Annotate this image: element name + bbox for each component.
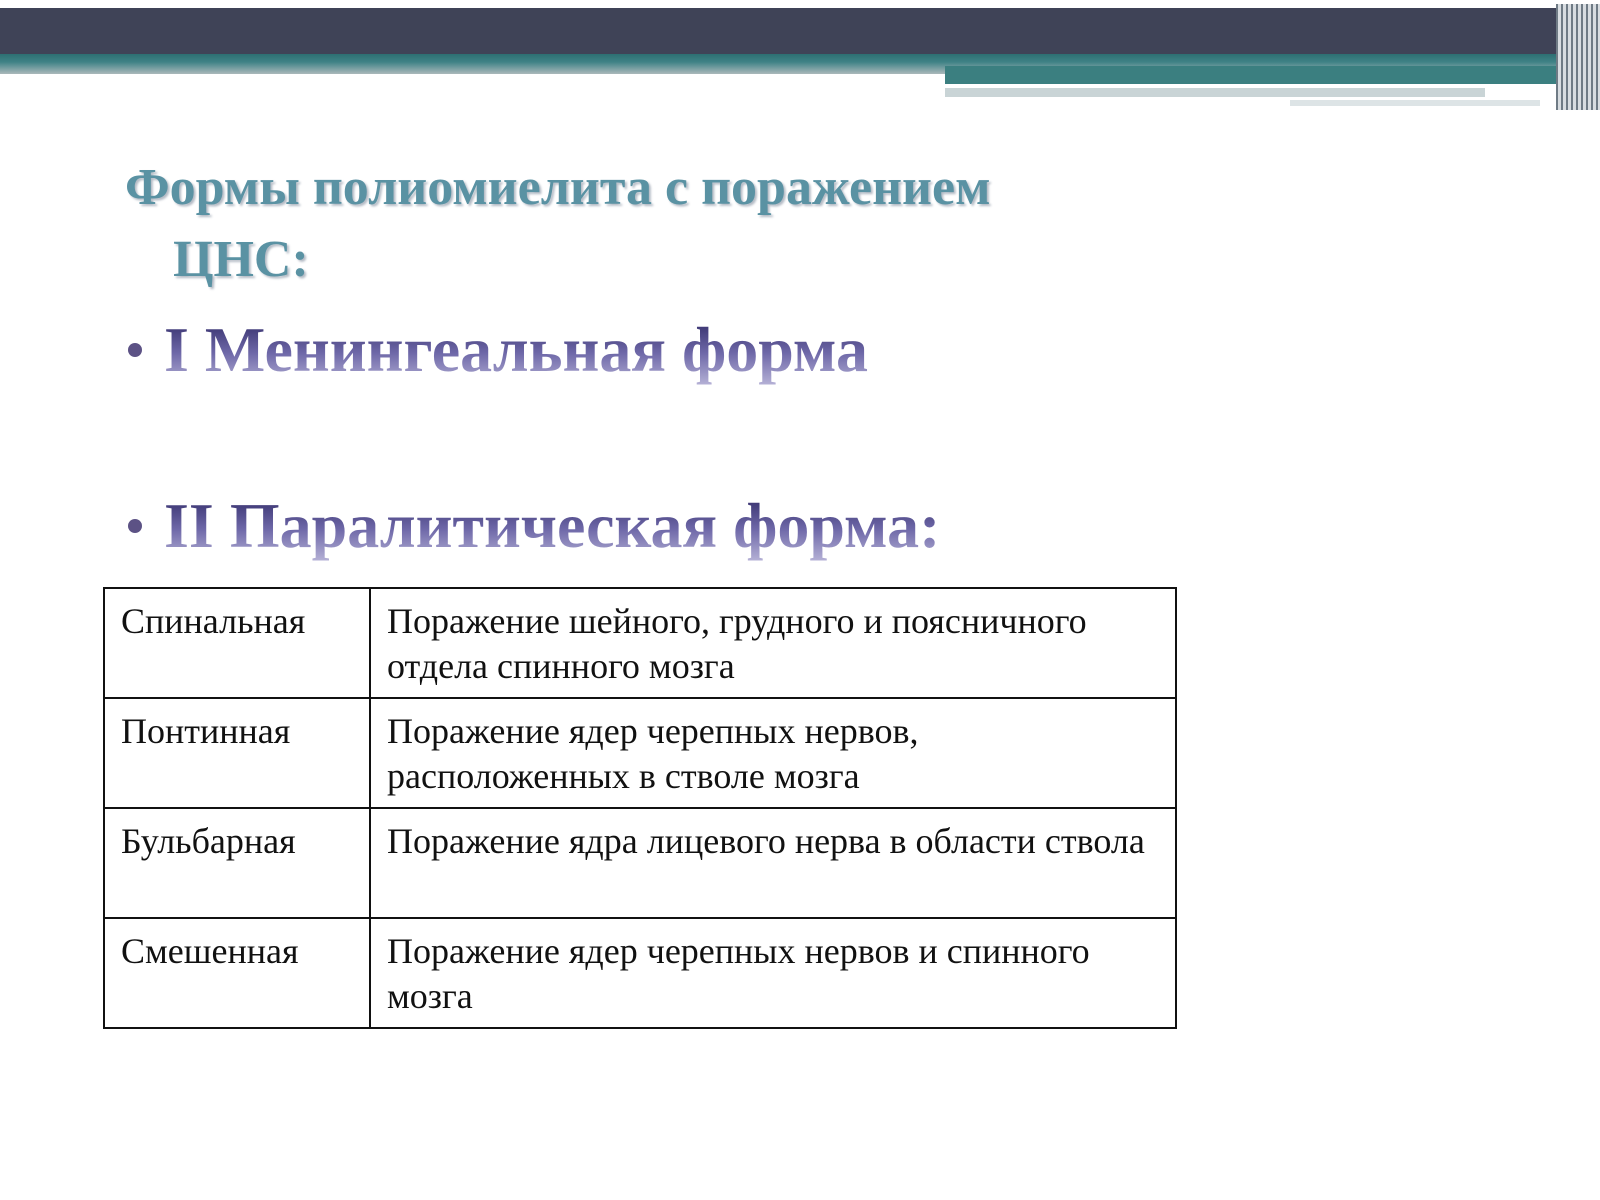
table-cell-form-name: Бульбарная	[104, 808, 370, 918]
header-vertical-lines	[1556, 4, 1600, 110]
slide-title-line-1: Формы полиомиелита с поражением	[125, 159, 991, 216]
table-cell-description: Поражение шейного, грудного и поясничного отдела спинного мозга	[370, 588, 1176, 698]
header-light-strip-2	[1290, 100, 1540, 106]
header-light-strip	[945, 88, 1485, 97]
table-cell-description: Поражение ядра лицевого нерва в области ствола	[370, 808, 1176, 918]
bullet-meningeal-text: I Менингеальная форма	[164, 314, 868, 385]
header-teal-accent	[945, 66, 1600, 84]
table-row	[104, 698, 1176, 808]
table-cell-form-name: Смешенная	[104, 918, 370, 1028]
table-cell-description: Поражение ядер черепных нервов и спинного мозга	[370, 918, 1176, 1028]
header-dark-bar	[0, 8, 1600, 54]
bullet-paralytic	[128, 488, 940, 564]
table-row	[104, 588, 1176, 698]
bullet-dot-icon	[128, 519, 142, 533]
table-cell-form-name: Спинальная	[104, 588, 370, 698]
bullet-paralytic-text: II Паралитическая форма:	[164, 490, 941, 561]
bullet-meningeal	[128, 312, 868, 388]
forms-table	[103, 587, 1177, 1029]
table-row	[104, 808, 1176, 918]
bullet-dot-icon	[128, 343, 142, 357]
slide-title-line-2: ЦНС:	[173, 231, 309, 288]
table-row	[104, 918, 1176, 1028]
table-cell-description: Поражение ядер черепных нервов, расположенных в стволе мозга	[370, 698, 1176, 808]
slide-title	[125, 152, 1485, 296]
table-cell-form-name: Понтинная	[104, 698, 370, 808]
